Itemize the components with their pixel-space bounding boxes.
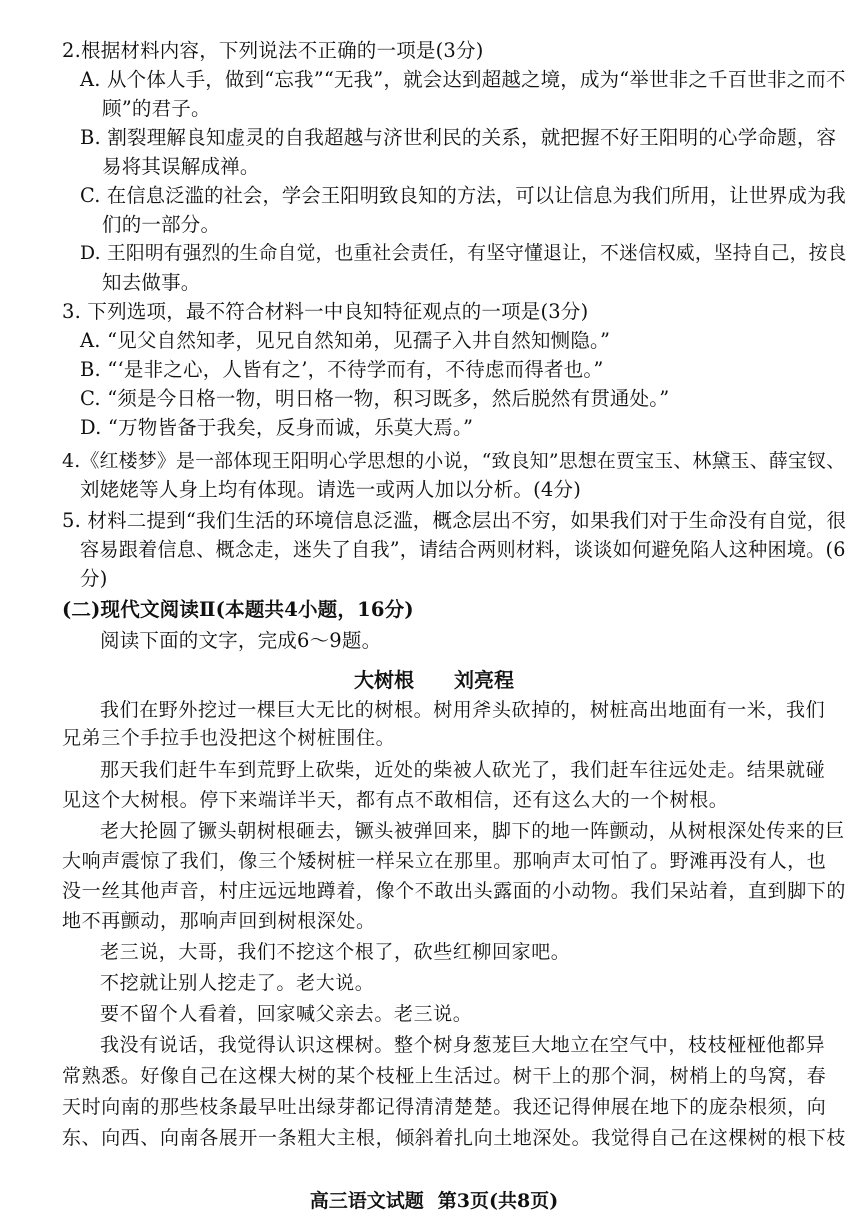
article-line: 要不留个人看着，回家喊父亲去。老三说。: [100, 1003, 473, 1025]
article-author: 刘亮程: [454, 668, 514, 692]
article-line: 老三说，大哥，我们不挖这个根了，砍些红柳回家吧。: [100, 941, 571, 963]
article-line: 老大抡圆了镢头朝树根砸去，镢头被弹回来，脚下的地一阵颤动，从树根深处传来的巨: [100, 820, 845, 842]
question-3-option-b: B. “‘是非之心，人皆有之’，不待学而有，不待虑而得者也。”: [80, 358, 604, 381]
question-2-option-b: B. 割裂理解良知虚灵的自我超越与济世利民的关系，就把握不好王阳明的心学命题，容: [80, 126, 837, 149]
question-5-line-1: 5. 材料二提到“我们生活的环境信息泛滥，概念层出不穷，如果我们对于生命没有自觉，很: [62, 509, 847, 532]
question-2-option-d-cont: 知去做事。: [102, 271, 201, 294]
article-title-row: [0, 664, 868, 693]
article-line: 那天我们赶牛车到荒野上砍柴，近处的柴被人砍光了，我们赶车往远处走。结果就碰: [100, 759, 826, 781]
question-2-option-c: C. 在信息泛滥的社会，学会王阳明致良知的方法，可以让信息为我们所用，让世界成为我: [80, 184, 846, 207]
article-line: 我们在野外挖过一棵巨大无比的树根。树用斧头砍掉的，树桩高出地面有一米，我们: [100, 699, 826, 721]
question-2-stem: 2.根据材料内容，下列说法不正确的一项是(3分): [62, 39, 484, 62]
article-line: 见这个大树根。停下来端详半天，都有点不敢相信，还有这么大的一个树根。: [62, 789, 729, 811]
question-2-option-b-cont: 易将其误解成禅。: [102, 155, 260, 178]
page-footer: [0, 1186, 868, 1213]
article-title: 大树根: [354, 668, 414, 692]
question-2-option-c-cont: 们的一部分。: [102, 213, 221, 236]
footer-exam-name: 高三语文试题: [309, 1190, 424, 1212]
question-3-stem: 3. 下列选项，最不符合材料一中良知特征观点的一项是(3分): [62, 300, 589, 323]
question-5-line-2: 容易跟着信息、概念走，迷失了自我”，请结合两则材料，谈谈如何避免陷人这种困境。(6: [80, 538, 846, 561]
question-2-option-d: D. 王阳明有强烈的生命自觉，也重社会责任，有坚守懂退让，不迷信权威，坚持自己，按良: [80, 243, 847, 264]
question-3-option-a: A. “见父自然知孝，见兄自然知弟，见孺子入井自然知恻隐。”: [80, 329, 611, 352]
article-line: 我没有说话，我觉得认识这棵树。整个树身葱茏巨大地立在空气中，枝枝桠桠他都异: [100, 1034, 826, 1056]
article-line: 常熟悉。好像自己在这棵大树的某个枝桠上生活过。树干上的那个洞，树梢上的鸟窝，春: [62, 1065, 827, 1087]
footer-page-number: 第3页(共8页): [437, 1190, 559, 1212]
article-line: 地不再颤动，那响声回到树根深处。: [62, 910, 376, 932]
article-line: 兄弟三个手拉手也没把这个树桩围住。: [62, 727, 396, 749]
section-heading: (二)现代文阅读Ⅱ(本题共4小题，16分): [62, 598, 414, 621]
question-3-option-d: D. “万物皆备于我矣，反身而诚，乐莫大焉。”: [80, 416, 474, 439]
question-4-line-2: 刘姥姥等人身上均有体现。请选一或两人加以分析。(4分): [80, 478, 582, 501]
article-line: 不挖就让别人挖走了。老大说。: [100, 972, 375, 994]
question-3-option-c: C. “须是今日格一物，明日格一物，积习既多，然后脱然有贯通处。”: [80, 387, 670, 410]
article-line: 没一丝其他声音，村庄远远地蹲着，像个不敢出头露面的小动物。我们呆站着，直到脚下的: [62, 880, 847, 902]
question-2-option-a-cont: 顾”的君子。: [102, 97, 211, 120]
question-4-line-1: 4.《红楼梦》是一部体现王阳明心学思想的小说，“致良知”思想在贾宝玉、林黛玉、薛宝钗、: [62, 450, 846, 472]
article-line: 天时向南的那些枝条最早吐出绿芽都记得清清楚楚。我还记得伸展在地下的庞杂根须，向: [62, 1096, 827, 1118]
question-2-option-a: A. 从个体人手，做到“忘我”“无我”，就会达到超越之境，成为“举世非之千百世非之而不: [80, 68, 846, 91]
question-5-line-3: 分): [80, 567, 108, 590]
section-instruction: 阅读下面的文字，完成6～9题。: [100, 629, 382, 652]
article-line: 大响声震惊了我们，像三个矮树桩一样呆立在那里。那响声太可怕了。野滩再没有人，也: [62, 850, 827, 872]
article-line: 东、向西、向南各展开一条粗大主根，倾斜着扎向土地深处。我觉得自己在这棵树的根下枝: [62, 1127, 847, 1149]
